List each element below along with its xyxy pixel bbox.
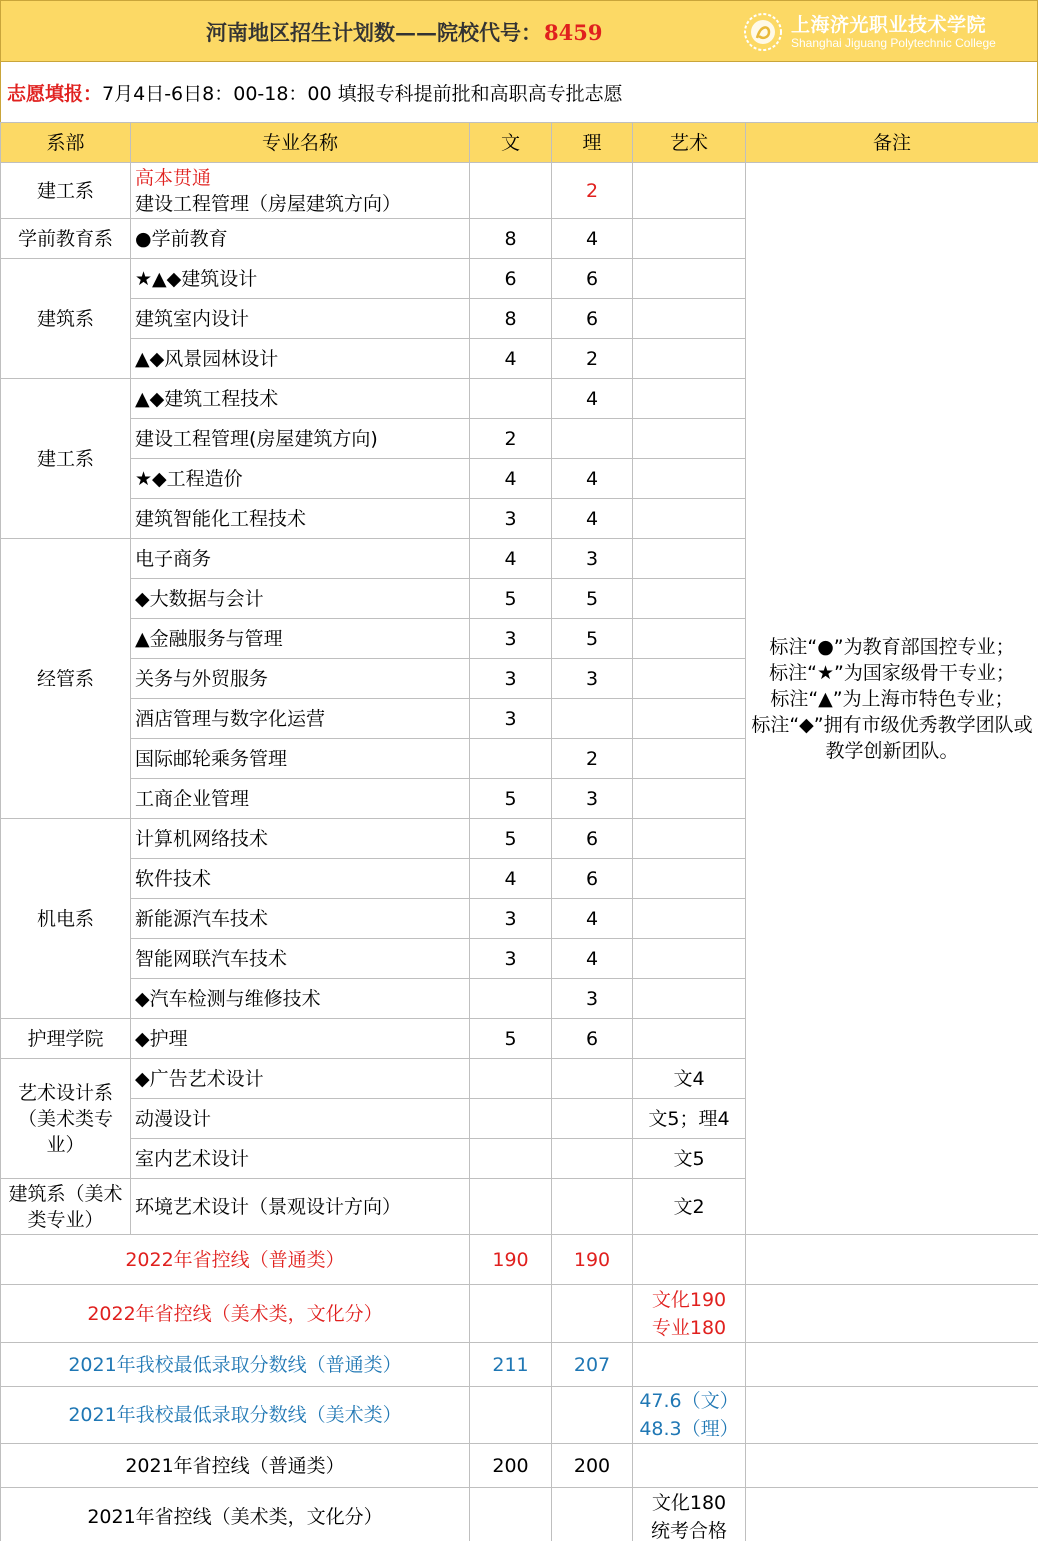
li-cell xyxy=(552,419,633,459)
summary-art xyxy=(633,1343,746,1387)
summary-blank xyxy=(746,1343,1038,1387)
li-cell: 4 xyxy=(552,379,633,419)
art-cell xyxy=(633,339,746,379)
summary-wen: 200 xyxy=(470,1444,552,1488)
wen-cell xyxy=(470,163,552,219)
major-cell: 智能网联汽车技术 xyxy=(131,939,470,979)
wen-cell: 6 xyxy=(470,259,552,299)
summary-blank xyxy=(746,1285,1038,1343)
summary-art-line: 47.6（文） xyxy=(639,1390,739,1412)
art-cell xyxy=(633,699,746,739)
major-cell: ▲◆风景园林设计 xyxy=(131,339,470,379)
major-prefix: 高本贯通 xyxy=(135,166,212,189)
major-cell: ★◆工程造价 xyxy=(131,459,470,499)
li-cell: 4 xyxy=(552,939,633,979)
major-cell: ★▲◆建筑设计 xyxy=(131,259,470,299)
li-cell: 2 xyxy=(552,163,633,219)
major-name: 建设工程管理（房屋建筑方向） xyxy=(135,192,402,215)
remarks-cell xyxy=(746,163,1038,1235)
li-cell: 6 xyxy=(552,259,633,299)
summary-art-line: 48.3（理） xyxy=(639,1418,739,1440)
li-cell: 3 xyxy=(552,779,633,819)
title-text: 河南地区招生计划数——院校代号： xyxy=(206,20,542,45)
summary-label: 2021年省控线（普通类） xyxy=(1,1444,470,1488)
header-art: 艺术 xyxy=(633,123,746,163)
enrollment-plan-table xyxy=(0,122,1038,1541)
li-cell: 5 xyxy=(552,619,633,659)
wen-cell: 8 xyxy=(470,299,552,339)
major-cell: 动漫设计 xyxy=(131,1099,470,1139)
summary-blank xyxy=(746,1387,1038,1444)
dept-cell: 艺术设计系（美术类专业） xyxy=(1,1059,131,1179)
art-cell xyxy=(633,419,746,459)
wen-cell: 8 xyxy=(470,219,552,259)
major-cell: ●学前教育 xyxy=(131,219,470,259)
college-name-cn: 上海济光职业技术学院 xyxy=(791,14,987,36)
summary-row xyxy=(1,1444,1038,1488)
art-cell xyxy=(633,939,746,979)
wen-cell: 5 xyxy=(470,579,552,619)
major-cell: 电子商务 xyxy=(131,539,470,579)
summary-li xyxy=(552,1488,633,1541)
art-cell xyxy=(633,739,746,779)
art-cell: 文4 xyxy=(633,1059,746,1099)
wen-cell: 3 xyxy=(470,659,552,699)
art-cell xyxy=(633,459,746,499)
li-cell: 6 xyxy=(552,819,633,859)
wen-cell xyxy=(470,979,552,1019)
wen-cell: 5 xyxy=(470,1019,552,1059)
wen-cell: 5 xyxy=(470,779,552,819)
dept-cell: 经管系 xyxy=(1,539,131,819)
wen-cell xyxy=(470,1099,552,1139)
art-cell xyxy=(633,579,746,619)
summary-art xyxy=(633,1285,746,1343)
li-cell: 4 xyxy=(552,899,633,939)
wen-cell: 3 xyxy=(470,699,552,739)
summary-label: 2021年我校最低录取分数线（普通类） xyxy=(1,1343,470,1387)
art-cell xyxy=(633,299,746,339)
art-cell xyxy=(633,659,746,699)
summary-row xyxy=(1,1343,1038,1387)
notice-content: 7月4日-6日8：00-18：00 填报专科提前批和高职高专批志愿 xyxy=(102,83,623,105)
summary-li xyxy=(552,1285,633,1343)
major-cell: 计算机网络技术 xyxy=(131,819,470,859)
dept-cell: 建筑系 xyxy=(1,259,131,379)
header-remarks: 备注 xyxy=(746,123,1038,163)
li-cell xyxy=(552,699,633,739)
summary-row xyxy=(1,1488,1038,1541)
major-cell: 建筑室内设计 xyxy=(131,299,470,339)
summary-art-line: 统考合格 xyxy=(650,1519,727,1541)
summary-art-line: 文化180 xyxy=(651,1491,727,1514)
wen-cell: 4 xyxy=(470,859,552,899)
major-cell: ▲金融服务与管理 xyxy=(131,619,470,659)
college-logo-icon xyxy=(743,12,783,52)
summary-art xyxy=(633,1488,746,1541)
art-cell xyxy=(633,499,746,539)
summary-row xyxy=(1,1235,1038,1285)
wen-cell: 4 xyxy=(470,539,552,579)
dept-cell: 护理学院 xyxy=(1,1019,131,1059)
summary-art xyxy=(633,1235,746,1285)
li-cell: 6 xyxy=(552,859,633,899)
college-code: 8459 xyxy=(544,20,603,45)
art-cell xyxy=(633,899,746,939)
summary-art-line: 文化190 xyxy=(651,1288,727,1311)
wen-cell xyxy=(470,1059,552,1099)
major-cell: 酒店管理与数字化运营 xyxy=(131,699,470,739)
major-cell: 软件技术 xyxy=(131,859,470,899)
table-header-row xyxy=(1,123,1038,163)
header-wen: 文 xyxy=(470,123,552,163)
dept-cell: 学前教育系 xyxy=(1,219,131,259)
art-cell xyxy=(633,619,746,659)
remark-line: 标注“▲”为上海市特色专业； xyxy=(770,687,1014,710)
art-cell xyxy=(633,859,746,899)
summary-wen: 190 xyxy=(470,1235,552,1285)
summary-blank xyxy=(746,1444,1038,1488)
li-cell xyxy=(552,1059,633,1099)
li-cell: 5 xyxy=(552,579,633,619)
major-cell xyxy=(131,163,470,219)
major-cell: ▲◆建筑工程技术 xyxy=(131,379,470,419)
wen-cell: 4 xyxy=(470,459,552,499)
summary-art xyxy=(633,1387,746,1444)
header-banner xyxy=(0,0,1038,62)
major-cell: 新能源汽车技术 xyxy=(131,899,470,939)
li-cell: 2 xyxy=(552,739,633,779)
art-cell: 文5 xyxy=(633,1139,746,1179)
summary-li xyxy=(552,1387,633,1444)
major-cell: 国际邮轮乘务管理 xyxy=(131,739,470,779)
wen-cell: 3 xyxy=(470,619,552,659)
art-cell xyxy=(633,259,746,299)
major-cell: ◆汽车检测与维修技术 xyxy=(131,979,470,1019)
dept-cell: 建工系 xyxy=(1,163,131,219)
li-cell: 3 xyxy=(552,539,633,579)
major-cell: 室内艺术设计 xyxy=(131,1139,470,1179)
wen-cell xyxy=(470,1139,552,1179)
summary-row xyxy=(1,1285,1038,1343)
art-cell: 文2 xyxy=(633,1179,746,1235)
summary-label: 2021年我校最低录取分数线（美术类） xyxy=(1,1387,470,1444)
wen-cell: 5 xyxy=(470,819,552,859)
wen-cell: 3 xyxy=(470,499,552,539)
wen-cell xyxy=(470,1179,552,1235)
art-cell xyxy=(633,779,746,819)
major-cell: ◆广告艺术设计 xyxy=(131,1059,470,1099)
li-cell: 4 xyxy=(552,499,633,539)
college-name-en: Shanghai Jiguang Polytechnic College xyxy=(791,36,996,50)
li-cell: 4 xyxy=(552,219,633,259)
art-cell xyxy=(633,1019,746,1059)
page-title xyxy=(206,17,602,49)
li-cell xyxy=(552,1099,633,1139)
li-cell: 4 xyxy=(552,459,633,499)
art-cell xyxy=(633,163,746,219)
table-row xyxy=(1,163,1038,219)
wen-cell: 3 xyxy=(470,939,552,979)
summary-label: 2022年省控线（普通类） xyxy=(1,1235,470,1285)
art-cell xyxy=(633,979,746,1019)
summary-blank xyxy=(746,1235,1038,1285)
wen-cell: 2 xyxy=(470,419,552,459)
summary-wen xyxy=(470,1387,552,1444)
art-cell xyxy=(633,539,746,579)
li-cell: 6 xyxy=(552,1019,633,1059)
dept-cell: 建工系 xyxy=(1,379,131,539)
dept-cell: 建筑系（美术类专业） xyxy=(1,1179,131,1235)
summary-blank xyxy=(746,1488,1038,1541)
summary-li: 200 xyxy=(552,1444,633,1488)
summary-wen xyxy=(470,1488,552,1541)
art-cell xyxy=(633,819,746,859)
summary-label: 2021年省控线（美术类，文化分） xyxy=(1,1488,470,1541)
header-dept: 系部 xyxy=(1,123,131,163)
summary-art-line: 专业180 xyxy=(651,1316,727,1339)
summary-row xyxy=(1,1387,1038,1444)
summary-label: 2022年省控线（美术类，文化分） xyxy=(1,1285,470,1343)
wen-cell: 4 xyxy=(470,339,552,379)
li-cell: 3 xyxy=(552,659,633,699)
major-cell: ◆大数据与会计 xyxy=(131,579,470,619)
wen-cell xyxy=(470,379,552,419)
remark-line: 标注“●”为教育部国控专业； xyxy=(769,635,1015,658)
remark-line: 标注“◆”拥有市级优秀教学团队或教学创新团队。 xyxy=(751,713,1033,762)
wen-cell: 3 xyxy=(470,899,552,939)
summary-li: 190 xyxy=(552,1235,633,1285)
major-cell: 环境艺术设计（景观设计方向） xyxy=(131,1179,470,1235)
major-cell: ◆护理 xyxy=(131,1019,470,1059)
summary-li: 207 xyxy=(552,1343,633,1387)
li-cell xyxy=(552,1179,633,1235)
art-cell xyxy=(633,379,746,419)
li-cell: 6 xyxy=(552,299,633,339)
header-major: 专业名称 xyxy=(131,123,470,163)
summary-wen xyxy=(470,1285,552,1343)
major-cell: 工商企业管理 xyxy=(131,779,470,819)
dept-cell: 机电系 xyxy=(1,819,131,1019)
major-cell: 关务与外贸服务 xyxy=(131,659,470,699)
li-cell xyxy=(552,1139,633,1179)
notice-label: 志愿填报： xyxy=(7,83,103,105)
major-cell: 建设工程管理(房屋建筑方向) xyxy=(131,419,470,459)
li-cell: 3 xyxy=(552,979,633,1019)
notice-text xyxy=(7,79,623,106)
art-cell xyxy=(633,219,746,259)
remark-line: 标注“★”为国家级骨干专业； xyxy=(769,661,1015,684)
art-cell: 文5；理4 xyxy=(633,1099,746,1139)
application-notice xyxy=(0,62,1038,122)
wen-cell xyxy=(470,739,552,779)
major-cell: 建筑智能化工程技术 xyxy=(131,499,470,539)
summary-art xyxy=(633,1444,746,1488)
li-cell: 2 xyxy=(552,339,633,379)
summary-wen: 211 xyxy=(470,1343,552,1387)
header-li: 理 xyxy=(552,123,633,163)
